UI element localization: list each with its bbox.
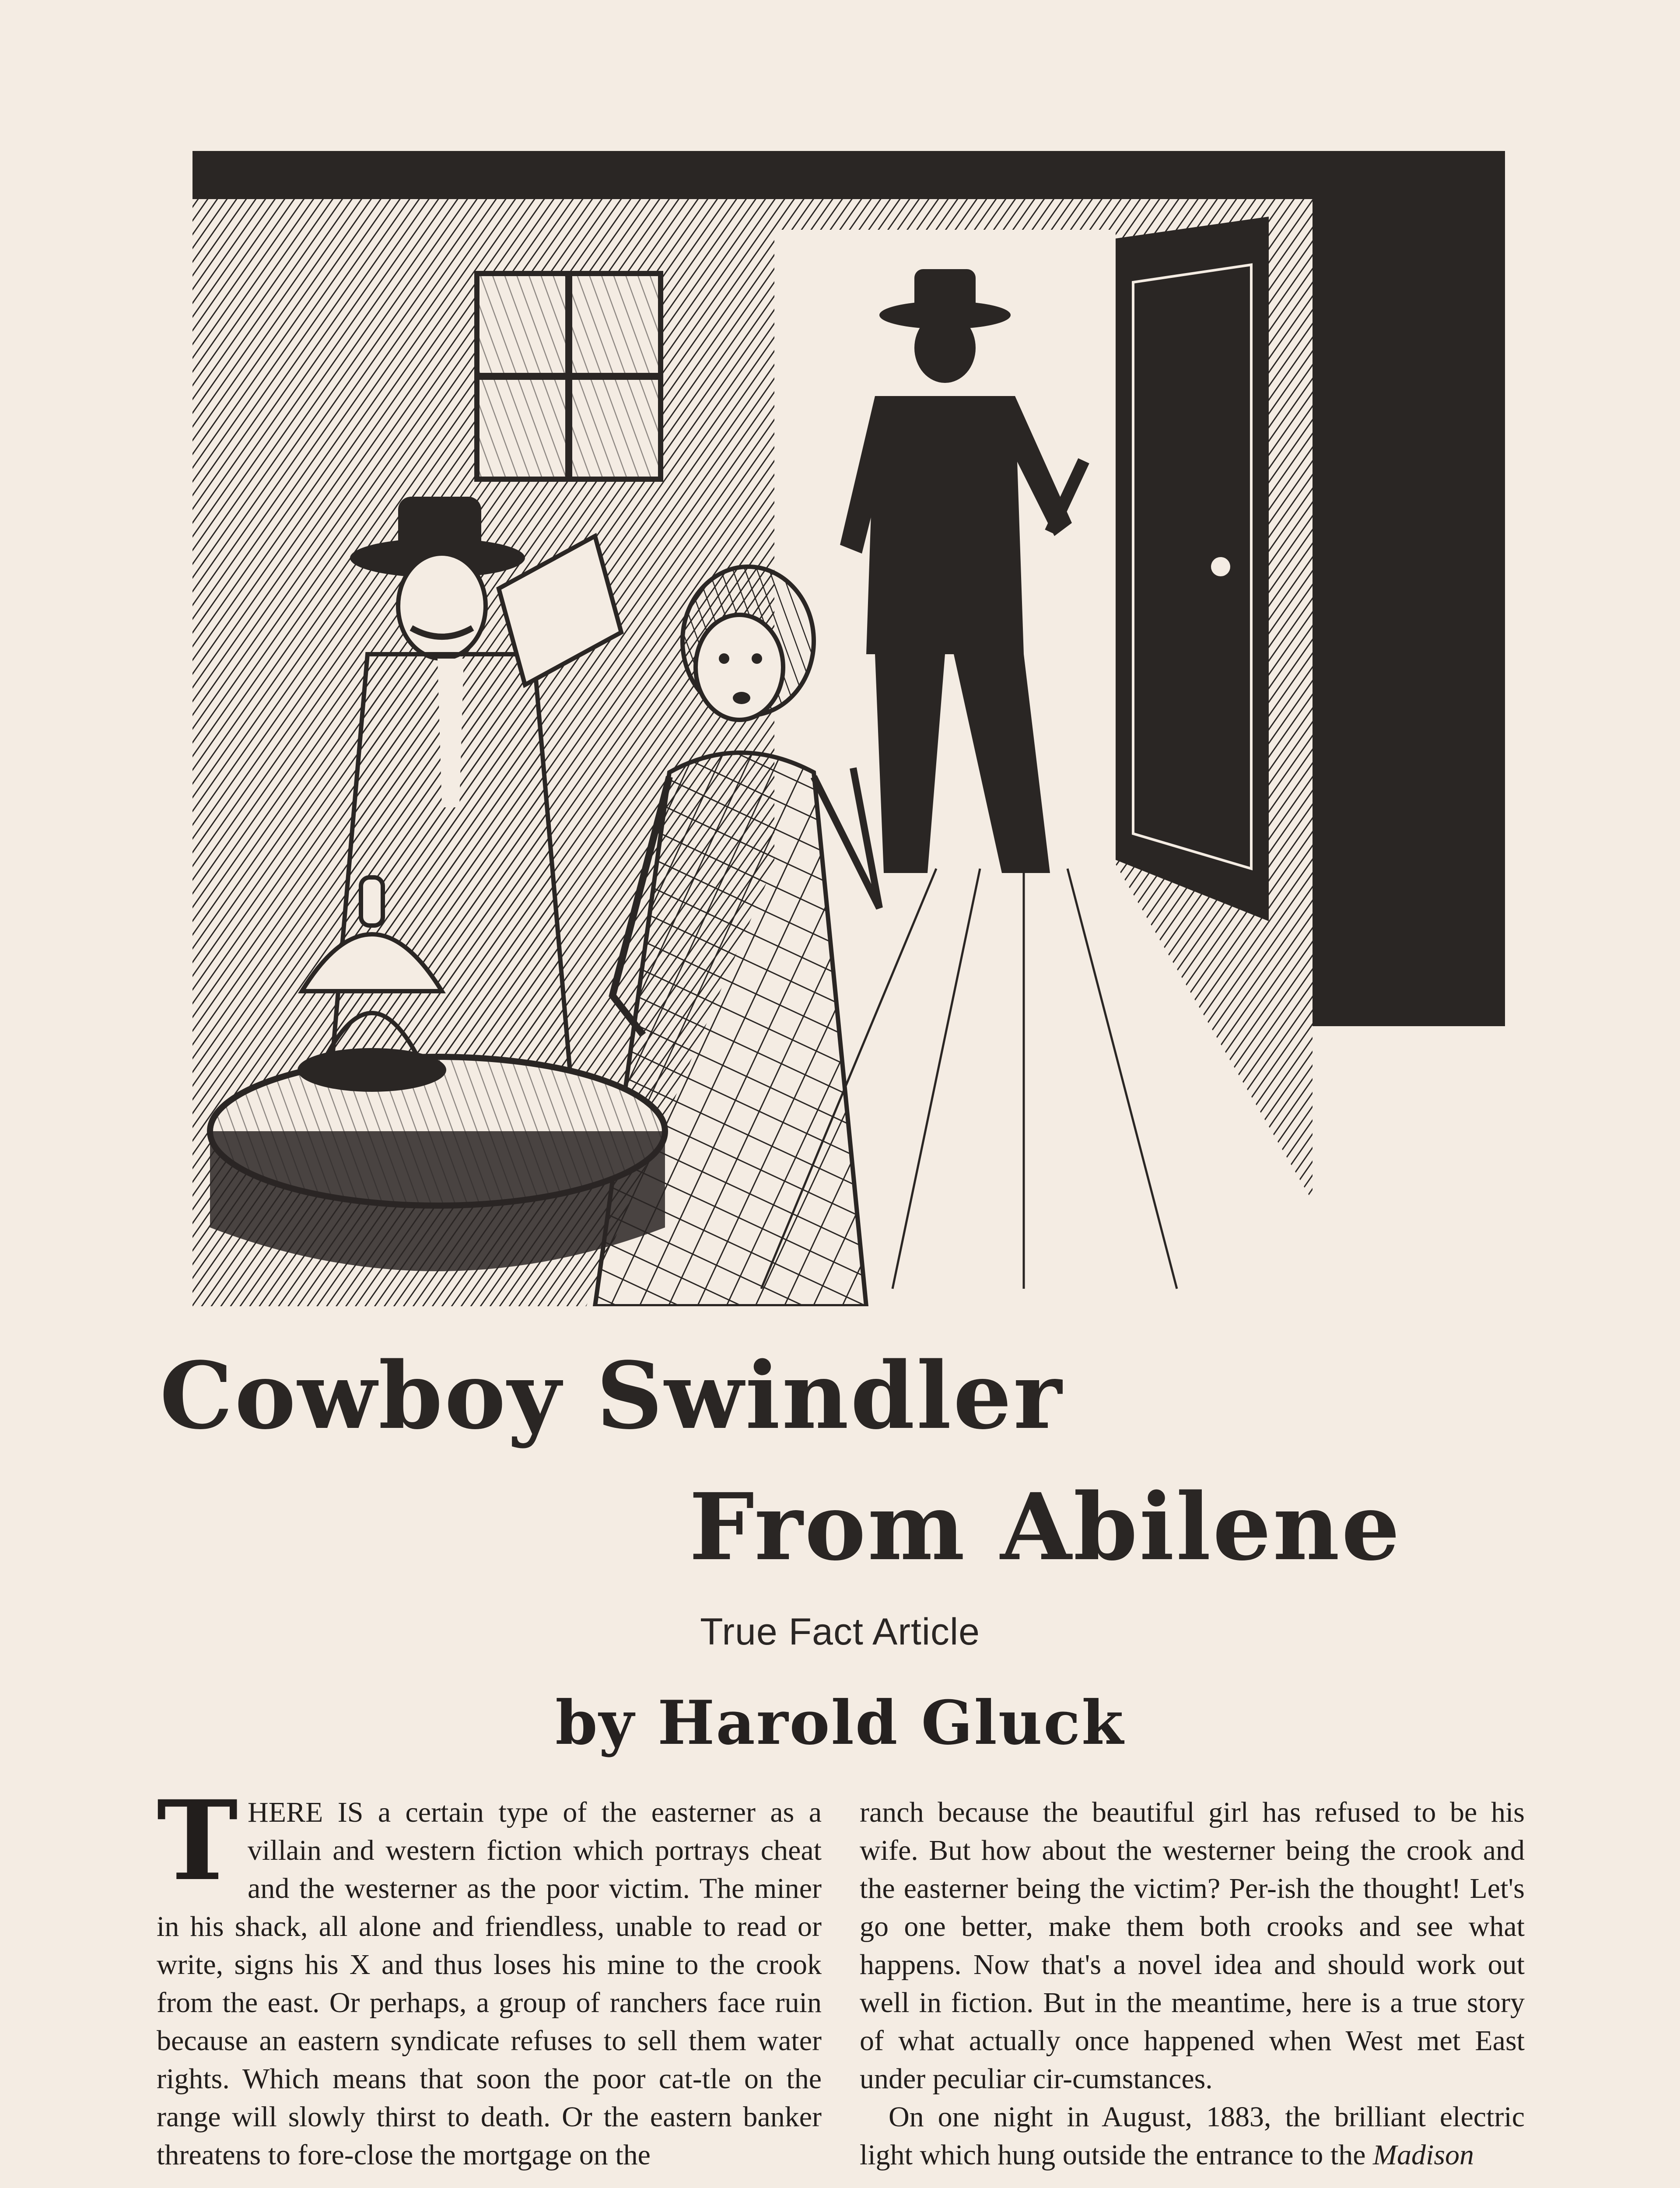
illustration	[192, 151, 1505, 1306]
title-line-2: From Abilene	[689, 1473, 1402, 1581]
paragraph-2-text: On one night in August, 1883, the brilliant electric light which hung outside the entrance to the	[860, 2101, 1525, 2171]
drop-cap: T	[157, 1776, 238, 1905]
window	[477, 274, 661, 479]
subtitle: True Fact Article	[700, 1611, 980, 1653]
paragraph-2-italic: Madison	[1373, 2139, 1474, 2171]
wall-dark-right	[1312, 151, 1505, 1026]
paragraph-1	[157, 1776, 822, 2174]
ceiling-band	[192, 151, 1505, 199]
paragraph-1-text: HERE IS a certain type of the easterner as a villain and western fiction which portrays cheat and the westerner as the poor victim. The miner in his shack, all alone and friendless, unable to read or write, signs his X and thus loses his mine to the crook from the east. Or perhaps, a group of ranchers face ruin because an eastern syndicate refuses to sell them water rights. Which means that soon the poor cat-tle on the range will slowly thirst to death. Or the eastern banker threatens to fore-close the mortgage on the	[157, 1796, 822, 2171]
open-door	[1116, 217, 1269, 921]
byline: by Harold Gluck	[555, 1687, 1125, 1758]
article-column-right	[860, 1793, 1525, 2174]
title-line-1: Cowboy Swindler	[160, 1342, 1064, 1450]
paragraph-1-continued: ranch because the beautiful girl has refused to be his wife. But how about the westerner being the crook and the easterner being the victim? Per-ish the thought! Let's go one better, make them both crooks and see what happens. Now that's a novel idea and should work out well in fiction. But in the meantime, here is a true story of what actually once happened when West met East under peculiar cir-cumstances.	[860, 1796, 1525, 2095]
paragraph-2	[860, 2098, 1525, 2174]
article-column-left	[157, 1776, 822, 2174]
